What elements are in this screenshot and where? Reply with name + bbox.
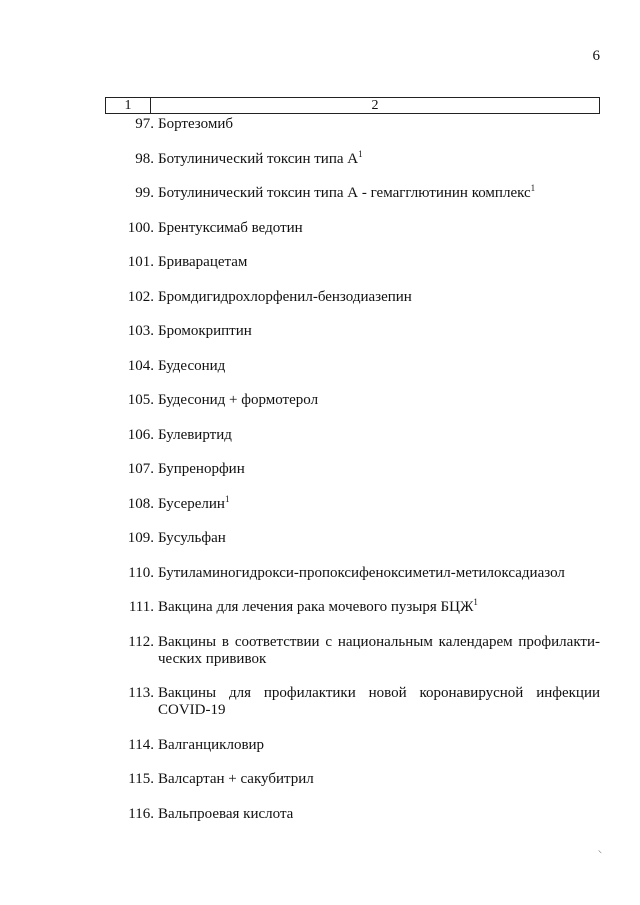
list-item [105, 254, 600, 271]
entry-number: 115. [128, 771, 154, 787]
entry-name [154, 599, 600, 616]
entry-name-text: Валганцикловир [158, 736, 265, 753]
entry-number: 112. [128, 633, 154, 650]
entry-number: 109. [127, 530, 154, 546]
entry-name-text: Вакцины в соответствии с национальным календарем профилакти-ческих прививок [158, 633, 600, 667]
footnote-marker: 1 [358, 148, 363, 159]
entry-number: 102. [127, 288, 154, 305]
list-item [105, 323, 600, 340]
entry-name-text: Бортезомиб [158, 116, 234, 132]
entry-number: 101. [127, 254, 154, 270]
list-item [105, 148, 600, 168]
entry-number: 106. [127, 426, 154, 443]
list-item [105, 771, 600, 788]
entry-name-text: Бупренорфин [158, 461, 245, 477]
table-header-col-2: 2 [371, 98, 379, 113]
scan-mark: ⸌ [598, 849, 602, 858]
entry-number: 116. [128, 805, 154, 822]
entry-number: 98. [135, 150, 154, 167]
entry-name [154, 806, 600, 823]
entry-name-text: Вакцины для профилактики новой коронавирусной инфекции COVID-19 [158, 685, 600, 718]
entry-name-text: Вальпроевая кислота [158, 805, 294, 822]
entry-number: 111. [128, 599, 154, 615]
entry-name [154, 289, 600, 306]
entry-name [154, 116, 600, 133]
entry-name-text: Будесонид + формотерол [158, 392, 319, 408]
entry-name-text: Бусерелин [158, 495, 225, 512]
entry-name [154, 737, 600, 754]
list-item [105, 220, 600, 237]
entry-number: 97. [135, 116, 154, 132]
footnote-marker: 1 [473, 597, 478, 607]
entry-name-text: Ботулинический токсин типа А [158, 150, 359, 167]
entry-number: 100. [127, 219, 154, 236]
list-item [105, 806, 600, 823]
entry-name-text: Бриварацетам [158, 254, 248, 270]
drug-list [105, 116, 600, 840]
entry-name [154, 565, 600, 582]
list-item [105, 634, 600, 668]
list-item [105, 427, 600, 444]
entry-name [154, 323, 600, 340]
entry-name [154, 427, 600, 444]
list-item [105, 599, 600, 616]
entry-name-text: Валсартан + сакубитрил [158, 771, 314, 787]
entry-name-text: Бутиламиногидрокси-пропоксифеноксиметил-метилоксадиазол [158, 564, 565, 581]
entry-name [154, 685, 600, 719]
entry-name [154, 358, 600, 375]
entry-name [154, 493, 600, 513]
entry-number: 103. [127, 323, 154, 339]
list-item [105, 116, 600, 133]
entry-name-text: Ботулинический токсин типа А - гемагглютинин комплекс [158, 185, 531, 201]
entry-number: 108. [127, 495, 154, 512]
table-header-col-1: 1 [106, 98, 151, 113]
list-item [105, 737, 600, 754]
list-item [105, 493, 600, 513]
entry-number: 99. [135, 185, 154, 201]
entry-name-text: Брентуксимаб ведотин [158, 219, 303, 236]
list-item [105, 185, 600, 202]
entry-name [154, 530, 600, 547]
entry-number: 113. [128, 685, 154, 701]
entry-number: 104. [127, 357, 154, 374]
entry-name-text: Вакцина для лечения рака мочевого пузыря БЦЖ [158, 599, 474, 615]
entry-name [154, 148, 600, 168]
entry-name [154, 392, 600, 409]
list-item [105, 358, 600, 375]
entry-name-text: Бромокриптин [158, 323, 252, 339]
entry-name [154, 634, 600, 668]
footnote-marker: 1 [224, 493, 230, 504]
entry-name-text: Булевиртид [158, 426, 232, 443]
list-item [105, 392, 600, 409]
entry-number: 107. [127, 461, 154, 477]
entry-number: 114. [128, 736, 154, 753]
list-item [105, 530, 600, 547]
entry-name-text: Будесонид [158, 357, 226, 374]
entry-name-text: Бусульфан [158, 530, 226, 546]
entry-name [154, 220, 600, 237]
entry-name [154, 461, 600, 478]
entry-name [154, 185, 600, 202]
list-item [105, 289, 600, 306]
list-item [105, 565, 600, 582]
page-number: 6 [592, 48, 600, 64]
entry-number: 110. [128, 564, 154, 581]
entry-number: 105. [127, 392, 154, 408]
list-item [105, 685, 600, 719]
table-header [105, 97, 600, 114]
entry-name [154, 254, 600, 271]
list-item [105, 461, 600, 478]
footnote-marker: 1 [530, 183, 536, 193]
entry-name [154, 771, 600, 788]
entry-name-text: Бромдигидрохлорфенил-бензодиазепин [158, 288, 412, 305]
